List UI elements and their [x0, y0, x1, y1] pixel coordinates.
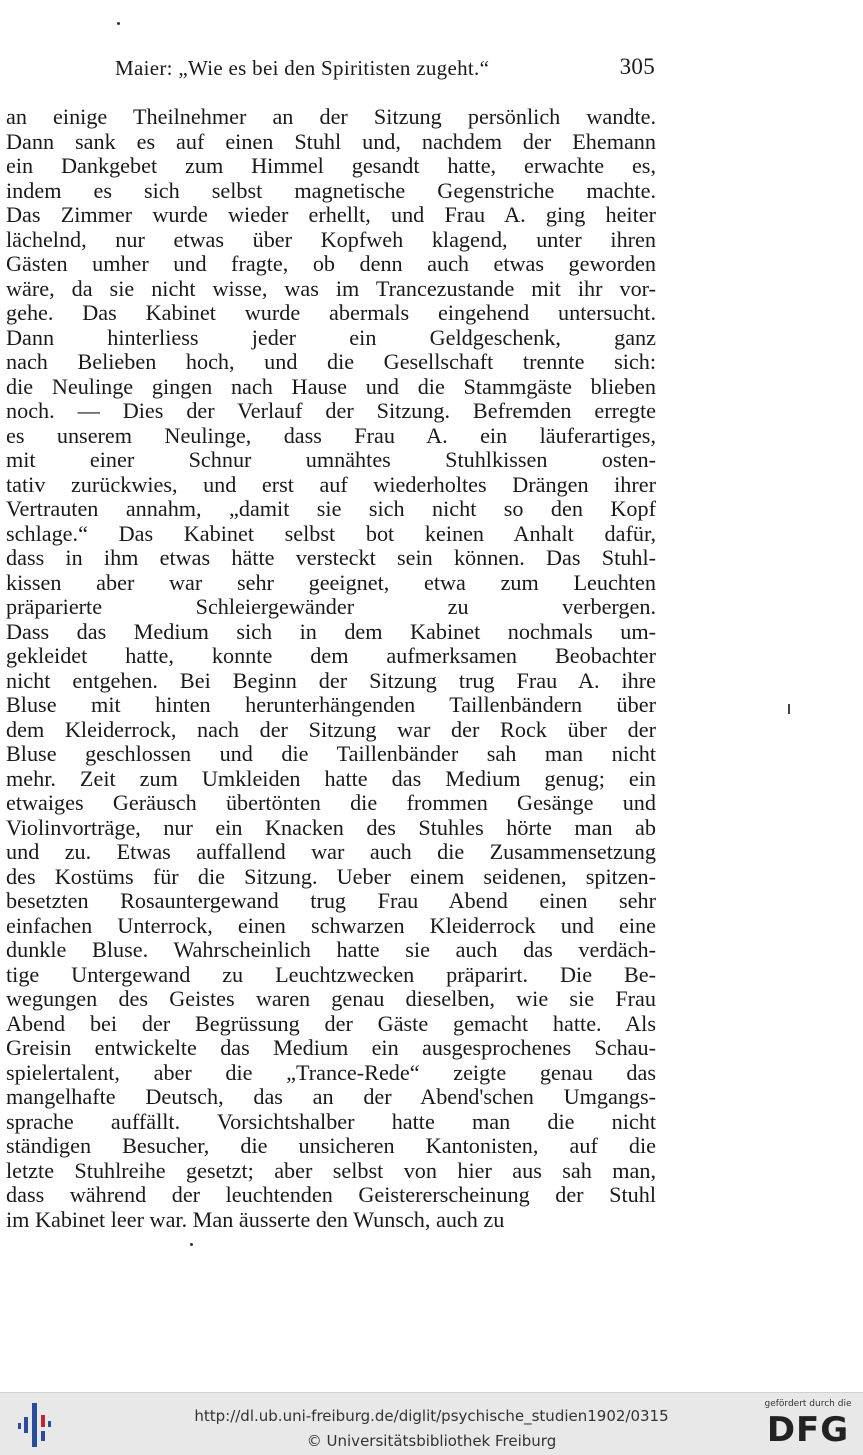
text-line: Bluse geschlossen und die Taillenbänder sah man nicht	[6, 741, 656, 766]
document-url[interactable]: http://dl.ub.uni-freiburg.de/diglit/psychische_studien1902/0315	[194, 1407, 669, 1425]
running-title: Maier: „Wie es bei den Spiritisten zugeht.“	[115, 56, 490, 80]
text-line: es unserem Neulinge, dass Frau A. ein läuferartiges,	[6, 422, 656, 448]
viewer-footer	[0, 1392, 863, 1455]
speck-bottom	[190, 1243, 193, 1246]
text-line: Dann sank es auf einen Stuhl und, nachdem der Ehemann	[6, 128, 656, 154]
text-line: mit einer Schnur umnähtes Stuhlkissen osten-	[6, 447, 656, 472]
text-line: letzte Stuhlreihe gesetzt; aber selbst von hier aus sah man,	[6, 1157, 656, 1183]
text-line: indem es sich selbst magnetische Gegenstriche machte.	[6, 177, 656, 203]
text-line: kissen aber war sehr geeignet, etwa zum Leuchten	[6, 569, 656, 595]
dfg-caption: gefördert durch die	[764, 1399, 852, 1409]
text-line: Das Zimmer wurde wieder erhellt, und Frau A. ging heiter	[6, 202, 656, 227]
text-line: an einige Theilnehmer an der Sitzung persönlich wandte.	[6, 104, 656, 129]
text-line: Vertrauten annahm, „damit sie sich nicht so den Kopf	[6, 496, 656, 521]
page-number: 305	[619, 54, 655, 79]
text-line: dunkle Bluse. Wahrscheinlich hatte sie auch das verdäch-	[6, 937, 656, 962]
dfg-logo	[760, 1399, 856, 1451]
text-line: dass in ihm etwas hätte versteckt sein können. Das Stuhl-	[6, 545, 656, 570]
margin-mark	[788, 704, 790, 714]
running-header	[115, 54, 655, 84]
text-line: ein Dankgebet zum Himmel gesandt hatte, erwachte es,	[6, 153, 656, 178]
text-line: gekleidet hatte, konnte dem aufmerksamen Beobachter	[6, 643, 656, 668]
text-line: Abend bei der Begrüssung der Gäste gemacht hatte. Als	[6, 1010, 656, 1036]
copyright-notice: © Universitätsbibliothek Freiburg	[306, 1432, 557, 1450]
text-line: mangelhafte Deutsch, das an der Abend'schen Umgangs-	[6, 1084, 656, 1109]
text-line: dass während der leuchtenden Geistererscheinung der Stuhl	[6, 1182, 656, 1207]
text-line: noch. — Dies der Verlauf der Sitzung. Befremden erregte	[6, 398, 656, 423]
text-line: wegungen des Geistes waren genau dieselben, wie sie Frau	[6, 986, 656, 1011]
text-line: Bluse mit hinten herunterhängenden Taillenbändern über	[6, 692, 656, 717]
text-line: nach Belieben hoch, und die Gesellschaft trennte sich:	[6, 349, 656, 374]
text-line: Dass das Medium sich in dem Kabinet nochmals um-	[6, 618, 656, 644]
dfg-mark: DFG	[766, 1410, 850, 1450]
text-line: dem Kleiderrock, nach der Sitzung war der Rock über der	[6, 716, 656, 742]
text-line: Dann hinterliess jeder ein Geldgeschenk, ganz	[6, 324, 656, 350]
text-line: sprache auffällt. Vorsichtshalber hatte man die nicht	[6, 1108, 656, 1134]
text-line: tativ zurückwies, und erst auf wiederholtes Drängen ihrer	[6, 471, 656, 497]
speck-top	[117, 22, 120, 25]
text-line: schlage.“ Das Kabinet selbst bot keinen Anhalt dafür,	[6, 520, 656, 546]
text-line: tige Untergewand zu Leuchtzwecken präparirt. Die Be-	[6, 961, 656, 987]
text-line: Greisin entwickelte das Medium ein ausgesprochenes Schau-	[6, 1035, 656, 1060]
text-line: lächelnd, nur etwas über Kopfweh klagend, unter ihren	[6, 226, 656, 252]
text-line: ständigen Besucher, die unsicheren Kantonisten, auf die	[6, 1133, 656, 1158]
text-line: Gästen umher und fragte, ob denn auch etwas geworden	[6, 251, 656, 276]
text-line: gehe. Das Kabinet wurde abermals eingehend untersucht.	[6, 300, 656, 325]
text-line: besetzten Rosauntergewand trug Frau Abend einen sehr	[6, 888, 656, 913]
text-line: wäre, da sie nicht wisse, was im Trancezustande mit ihr vor-	[6, 275, 656, 301]
text-line: einfachen Unterrock, einen schwarzen Kleiderrock und eine	[6, 912, 656, 938]
text-line: die Neulinge gingen nach Hause und die Stammgäste blieben	[6, 373, 656, 399]
text-line: präparierte Schleiergewänder zu verbergen.	[6, 594, 656, 619]
body-text	[6, 105, 656, 1232]
text-line: nicht entgehen. Bei Beginn der Sitzung trug Frau A. ihre	[6, 667, 656, 693]
text-line: etwaiges Geräusch übertönten die frommen Gesänge und	[6, 790, 656, 815]
text-line: und zu. Etwas auffallend war auch die Zusammensetzung	[6, 839, 656, 864]
text-line: des Kostüms für die Sitzung. Ueber einem seidenen, spitzen-	[6, 863, 656, 889]
text-line: spielertalent, aber die „Trance-Rede“ zeigte genau das	[6, 1059, 656, 1085]
text-line: mehr. Zeit zum Umkleiden hatte das Medium genug; ein	[6, 765, 656, 791]
text-line: Violinvorträge, nur ein Knacken des Stuhles hörte man ab	[6, 814, 656, 840]
text-line: im Kabinet leer war. Man äusserte den Wunsch, auch zu	[6, 1206, 505, 1232]
